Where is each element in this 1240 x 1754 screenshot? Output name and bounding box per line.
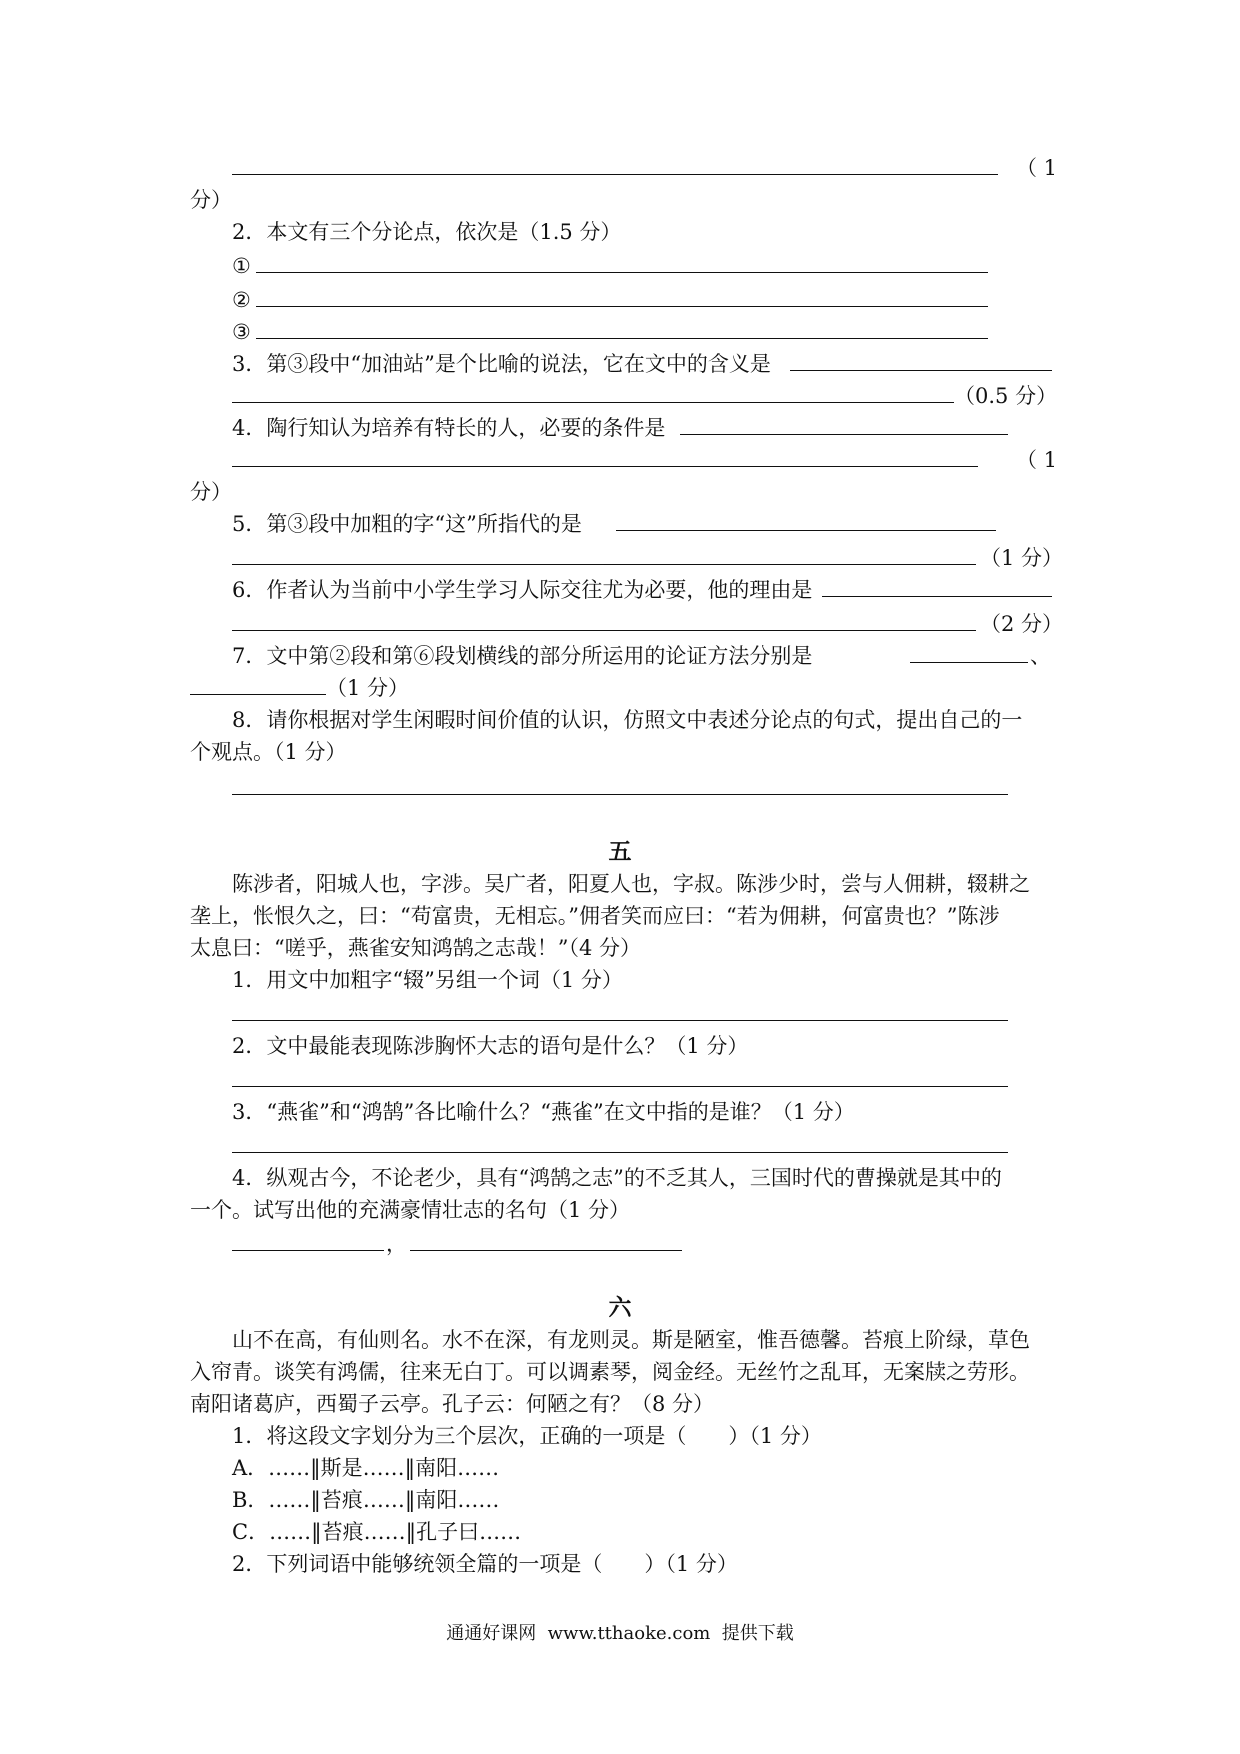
question-7: 7．文中第②段和第⑥段划横线的部分所运用的论证方法分别是 (232, 644, 813, 668)
question-2: 2．文中最能表现陈涉胸怀大志的语句是什么？（1 分） (232, 1034, 749, 1058)
list-marker: ③ (232, 320, 251, 344)
section-title: 六 (608, 1294, 632, 1321)
score-label: （ 1 (1016, 156, 1058, 180)
answer-line[interactable] (232, 794, 1008, 795)
answer-line[interactable] (232, 466, 978, 467)
section-title: 五 (608, 838, 632, 865)
question-8-line2: 个观点。（1 分） (190, 740, 347, 764)
question-1: 1．将这段文字划分为三个层次，正确的一项是（ ）（1 分） (232, 1424, 822, 1448)
answer-line[interactable] (232, 1250, 384, 1251)
score-label: （0.5 分） (954, 384, 1058, 408)
answer-line[interactable] (910, 662, 1028, 663)
list-marker: ① (232, 254, 251, 278)
passage-line: 太息曰：“嗟乎，燕雀安知鸿鹄之志哉！”（4 分） (190, 936, 642, 960)
score-label-tail: 分） (190, 480, 232, 504)
option-b: B．……‖苔痕……‖南阳…… (232, 1488, 500, 1512)
answer-line[interactable] (232, 630, 976, 631)
question-1: 1．用文中加粗字“辍”另组一个词（1 分） (232, 968, 623, 992)
answer-line[interactable] (822, 596, 1052, 597)
question-4: 4．陶行知认为培养有特长的人，必要的条件是 (232, 416, 666, 440)
answer-line[interactable] (232, 1086, 1008, 1087)
question-3: 3．“燕雀”和“鸿鹄”各比喻什么？“燕雀”在文中指的是谁？（1 分） (232, 1100, 855, 1124)
question-6: 6．作者认为当前中小学生学习人际交往尤为必要，他的理由是 (232, 578, 813, 602)
separator: ， (386, 1232, 407, 1256)
answer-line[interactable] (680, 434, 1008, 435)
answer-line[interactable] (232, 402, 954, 403)
answer-line[interactable] (232, 564, 976, 565)
question-4-line1: 4．纵观古今，不论老少，具有“鸿鹄之志”的不乏其人，三国时代的曹操就是其中的 (232, 1166, 1002, 1190)
answer-line[interactable] (190, 694, 326, 695)
option-c: C．……‖苔痕……‖孔子曰…… (232, 1520, 522, 1544)
answer-line[interactable] (256, 306, 988, 307)
score-label: （1 分） (326, 676, 410, 700)
answer-line[interactable] (616, 530, 996, 531)
score-label: （1 分） (980, 546, 1064, 570)
list-marker: ② (232, 288, 251, 312)
page-footer: 通通好课网 www.tthaoke.com 提供下载 (446, 1623, 794, 1644)
score-label: （2 分） (980, 612, 1064, 636)
answer-line[interactable] (232, 174, 998, 175)
answer-line[interactable] (790, 370, 1052, 371)
option-a: A．……‖斯是……‖南阳…… (232, 1456, 500, 1480)
answer-line[interactable] (232, 1020, 1008, 1021)
answer-line[interactable] (410, 1250, 682, 1251)
passage-line: 山不在高，有仙则名。水不在深，有龙则灵。斯是陋室，惟吾德馨。苔痕上阶绿，草色 (232, 1328, 1030, 1352)
passage-line: 南阳诸葛庐，西蜀子云亭。孔子云：何陋之有？（8 分） (190, 1392, 715, 1416)
question-8-line1: 8．请你根据对学生闲暇时间价值的认识，仿照文中表述分论点的句式，提出自己的一 (232, 708, 1023, 732)
separator: 、 (1030, 644, 1051, 668)
answer-line[interactable] (256, 272, 988, 273)
question-2: 2．本文有三个分论点，依次是（1.5 分） (232, 220, 622, 244)
question-5: 5．第③段中加粗的字“这”所指代的是 (232, 512, 582, 536)
passage-line: 垄上，怅恨久之，曰：“苟富贵，无相忘。”佣者笑而应曰：“若为佣耕，何富贵也？”陈涉 (190, 904, 1000, 928)
answer-line[interactable] (256, 338, 988, 339)
score-label: （ 1 (1016, 448, 1058, 472)
passage-line: 陈涉者，阳城人也，字涉。吴广者，阳夏人也，字叔。陈涉少时，尝与人佣耕，辍耕之 (232, 872, 1030, 896)
question-2: 2．下列词语中能够统领全篇的一项是（ ）（1 分） (232, 1552, 738, 1576)
score-label-tail: 分） (190, 188, 232, 212)
question-4-line2: 一个。试写出他的充满豪情壮志的名句（1 分） (190, 1198, 631, 1222)
passage-line: 入帘青。谈笑有鸿儒，往来无白丁。可以调素琴，阅金经。无丝竹之乱耳，无案牍之劳形。 (190, 1360, 1030, 1384)
answer-line[interactable] (232, 1152, 1008, 1153)
question-3: 3．第③段中“加油站”是个比喻的说法，它在文中的含义是 (232, 352, 771, 376)
